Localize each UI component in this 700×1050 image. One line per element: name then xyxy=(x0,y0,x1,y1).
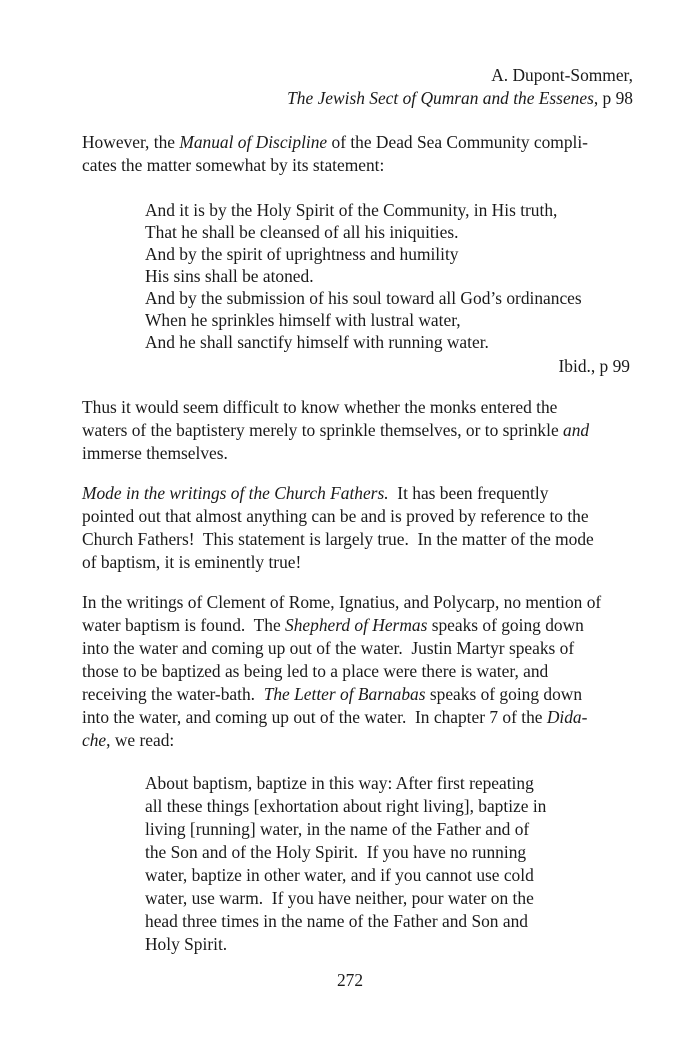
text-run: speaks of going down xyxy=(427,615,584,635)
paragraph-3-line-4: of baptism, it is eminently true! xyxy=(82,552,302,572)
section-heading: Mode in the writings of the Church Fathers. xyxy=(82,483,389,503)
quote-1-citation: Ibid., p 99 xyxy=(558,356,630,376)
quote-2-line: Holy Spirit. xyxy=(145,934,228,954)
paragraph-3-line-3: Church Fathers! This statement is largely true. In the matter of the mode xyxy=(82,529,594,549)
paragraph-4-line-1: In the writings of Clement of Rome, Ignatius, and Polycarp, no mention of xyxy=(82,592,602,612)
quote-2-line: all these things [exhortation about right living], baptize in xyxy=(145,796,547,816)
quote-1-line: And by the submission of his soul toward all God’s ordinances xyxy=(145,288,582,308)
didache-title-part-2: che xyxy=(82,730,107,750)
quote-2-line: head three times in the name of the Father and Son and xyxy=(145,911,528,931)
paragraph-4-line-7 xyxy=(82,729,174,751)
barnabas-title: The Letter of Barnabas xyxy=(263,684,426,704)
quote-1-line: And it is by the Holy Spirit of the Community, in His truth, xyxy=(145,200,558,220)
quote-1-line: And he shall sanctify himself with running water. xyxy=(145,332,489,352)
text-run: water baptism is found. The xyxy=(82,615,286,635)
work-title: The Jewish Sect of Qumran and the Essenes xyxy=(287,88,594,108)
paragraph-4-line-4: those to be baptized as being led to a place were there is water, and xyxy=(82,661,549,681)
paragraph-2-line-2 xyxy=(82,419,589,441)
paragraph-1-line-1 xyxy=(82,131,588,153)
attribution-author xyxy=(491,64,633,86)
didache-title-part-1: Dida- xyxy=(546,707,588,727)
paragraph-3-line-1 xyxy=(82,482,548,504)
page-number: 272 xyxy=(336,970,364,990)
shepherd-title: Shepherd of Hermas xyxy=(285,615,428,635)
paragraph-4-line-3: into the water and coming up out of the water. Justin Martyr speaks of xyxy=(82,638,575,658)
text-run: However, the xyxy=(82,132,180,152)
manual-title: Manual of Discipline xyxy=(179,132,328,152)
author-name: A. Dupont-Sommer, xyxy=(491,65,633,85)
quote-1-line: His sins shall be atoned. xyxy=(145,266,314,286)
text-run: , we read: xyxy=(106,730,175,750)
paragraph-2-line-1: Thus it would seem difficult to know whether the monks entered the xyxy=(82,397,558,417)
paragraph-3-line-2: pointed out that almost anything can be and is proved by reference to the xyxy=(82,506,589,526)
attribution-source xyxy=(287,87,633,109)
quote-2-line: About baptism, baptize in this way: After first repeating xyxy=(145,773,534,793)
quote-1-line: When he sprinkles himself with lustral water, xyxy=(145,310,461,330)
quote-2-line: the Son and of the Holy Spirit. If you have no running xyxy=(145,842,527,862)
text-run: It has been frequently xyxy=(388,483,549,503)
quote-1-line: That he shall be cleansed of all his iniquities. xyxy=(145,222,459,242)
quote-2-line: water, baptize in other water, and if you cannot use cold xyxy=(145,865,534,885)
emphasis: and xyxy=(563,420,590,440)
quote-1-line: And by the spirit of uprightness and humility xyxy=(145,244,459,264)
paragraph-1-line-2: cates the matter somewhat by its statement: xyxy=(82,155,385,175)
paragraph-2-line-3: immerse themselves. xyxy=(82,443,228,463)
text-run: into the water, and coming up out of the water. In chapter 7 of the xyxy=(82,707,547,727)
paragraph-4-line-5 xyxy=(82,683,582,705)
quote-2-line: living [running] water, in the name of the Father and of xyxy=(145,819,530,839)
text-run: of the Dead Sea Community compli- xyxy=(327,132,588,152)
text-run: speaks of going down xyxy=(425,684,583,704)
paragraph-4-line-6 xyxy=(82,706,587,728)
text-run: waters of the baptistery merely to sprinkle themselves, or to sprinkle xyxy=(82,420,564,440)
quote-2-line: water, use warm. If you have neither, pour water on the xyxy=(145,888,534,908)
work-page: , p 98 xyxy=(593,88,633,108)
text-run: receiving the water-bath. xyxy=(82,684,264,704)
paragraph-4-line-2 xyxy=(82,614,584,636)
